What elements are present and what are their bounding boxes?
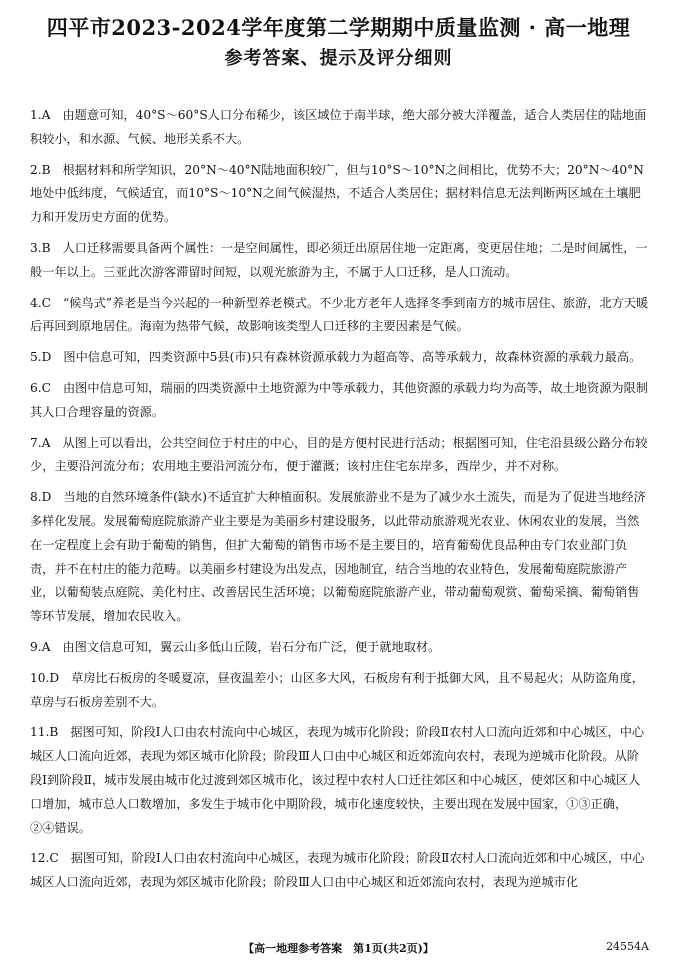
answer-choice: C (49, 851, 59, 866)
answer-choice: B (41, 240, 51, 255)
answer-number: 7. (30, 435, 42, 450)
answer-choice: D (41, 350, 52, 365)
answer-number: 3. (30, 240, 42, 255)
answer-item (30, 432, 650, 480)
answer-explanation: 草房比石板房的冬暖夏凉，昼夜温差小；山区多大风，石板房有利于抵御大风，且不易起火；从防盗角度，草房与石板房差别不大。 (30, 670, 644, 709)
answer-explanation: 图中信息可知，四类资源中5县(市)只有森林资源承载力为超高等、高等承载力，故森林资源的承载力最高。 (63, 350, 642, 365)
answer-number: 6. (30, 380, 42, 395)
answer-choice: C (41, 380, 51, 395)
answer-choice: A (41, 435, 51, 450)
answer-choice: B (41, 162, 51, 177)
answer-explanation: 当地的自然环境条件(缺水)不适宜扩大种植面积。发展旅游业不是为了减少水土流失，而是为了促进当地经济多样化发展。发展葡萄庭院旅游产业主要是为美丽乡村建设服务，以此带动旅游观光农业、休闲农业的发展，当然在一定程度上会有助于葡萄的销售，但扩大葡萄的销售市场不是主要目的，培育葡萄优良品种由专门农业部门负责，并不在村庄的能力范畴。以美丽乡村建设为出发点，因地制宜，结合当地的农业特色，发展葡萄庭院旅游产业，以葡萄装点庭院、美化村庄、改善居民生活环境；以葡萄庭院旅游产业，带动葡萄观赏、葡萄采摘、葡萄销售等环节发展，增加农民收入。 (30, 490, 646, 624)
answer-explanation: 由图中信息可知，瑞丽的四类资源中土地资源为中等承载力，其他资源的承载力均为高等，故土地资源为限制其人口合理容量的资源。 (30, 380, 648, 419)
answer-explanation: 据图可知，阶段Ⅰ人口由农村流向中心城区，表现为城市化阶段；阶段Ⅱ农村人口流向近郊和中心城区，中心城区人口流向近郊，表现为郊区城市化阶段；阶段Ⅲ人口由中心城区和近郊流向农村，表现为逆城市化 (30, 851, 645, 890)
answer-number: 8. (30, 490, 42, 505)
answer-choice: A (41, 108, 51, 122)
answer-list (30, 104, 650, 902)
page-footer: 【高一地理参考答案 第1页(共2页)】 (243, 942, 434, 955)
answer-explanation: 据图可知，阶段Ⅰ人口由农村流向中心城区，表现为城市化阶段；阶段Ⅱ农村人口流向近郊和中心城区，中心城区人口流向近郊，表现为郊区城市化阶段；阶段Ⅲ人口由中心城区和近郊流向农村，表现为逆城市化阶段。从阶段Ⅰ到阶段Ⅱ，城市发展由城市化过渡到郊区城市化，该过程中农村人口迁往郊区和中心城区，使郊区和中心城区人口增加，城市总人口数增加，多发生于城市化中期阶段，城市化速度较快，主要出现在发展中国家，①③正确，②④错误。 (30, 725, 645, 835)
answer-explanation: 由图文信息可知，翼云山多低山丘陵，岩石分布广泛，便于就地取材。 (62, 639, 441, 654)
answer-explanation: 根据材料和所学知识，20°N～40°N陆地面积较广，但与10°S～10°N之间相比，优势不大；20°N～40°N地处中低纬度，气候适宜，而10°S～10°N之间气候湿热，不适合人类居住；据材料信息无法判断两区域在土壤肥力和开发历史方面的优势。 (30, 162, 644, 225)
answer-item (30, 636, 650, 660)
answer-choice: B (49, 725, 59, 740)
answer-choice: D (41, 490, 52, 505)
document-code: 24554A (606, 940, 649, 953)
answer-item (30, 159, 650, 230)
answer-number: 4. (30, 295, 42, 310)
answer-item (30, 346, 650, 370)
answer-item (30, 847, 650, 895)
answer-item (30, 667, 650, 715)
answer-item (30, 292, 650, 340)
answer-number: 12. (30, 851, 50, 866)
answer-number: 5. (30, 350, 42, 365)
answer-item (30, 104, 650, 152)
answer-item (30, 486, 650, 629)
page-title: 四平市2023-2024学年度第二学期期中质量监测 · 高一地理 (46, 15, 631, 40)
answer-explanation: 从图上可以看出，公共空间位于村庄的中心，目的是方便村民进行活动；根据图可知，住宅沿县级公路分布较少，主要沿河流分布；农用地主要沿河流分布，便于灌溉；该村庄住宅东岸多，西岸少，并不对称。 (30, 435, 648, 474)
answer-explanation: 人口迁移需要具备两个属性：一是空间属性，即必须迁出原居住地一定距离，变更居住地；二是时间属性，一般一年以上。三亚此次游客滞留时间短，以观光旅游为主，不属于人口迁移，是人口流动。 (30, 240, 648, 279)
answer-number: 9. (30, 639, 42, 654)
answer-choice: D (49, 670, 60, 685)
answer-choice: A (41, 639, 51, 654)
answer-number: 2. (30, 162, 42, 177)
answer-number: 11. (30, 725, 50, 740)
answer-number: 10. (30, 670, 50, 685)
answer-number: 1. (30, 108, 42, 122)
answer-explanation: 由题意可知，40°S～60°S人口分布稀少，该区域位于南半球，绝大部分被大洋覆盖，适合人类居住的陆地面积较小，和水源、气候、地形关系不大。 (30, 108, 647, 146)
answer-choice: C (41, 295, 51, 310)
answer-explanation: “候鸟式”养老是当今兴起的一种新型养老模式。不少北方老年人选择冬季到南方的城市居住、旅游，北方天暖后再回到原地居住。海南为热带气候，故影响该类型人口迁移的主要因素是气候。 (30, 295, 649, 334)
answer-item (30, 377, 650, 425)
answer-item (30, 721, 650, 840)
answer-item (30, 237, 650, 285)
page-subtitle: 参考答案、提示及评分细则 (224, 48, 453, 69)
